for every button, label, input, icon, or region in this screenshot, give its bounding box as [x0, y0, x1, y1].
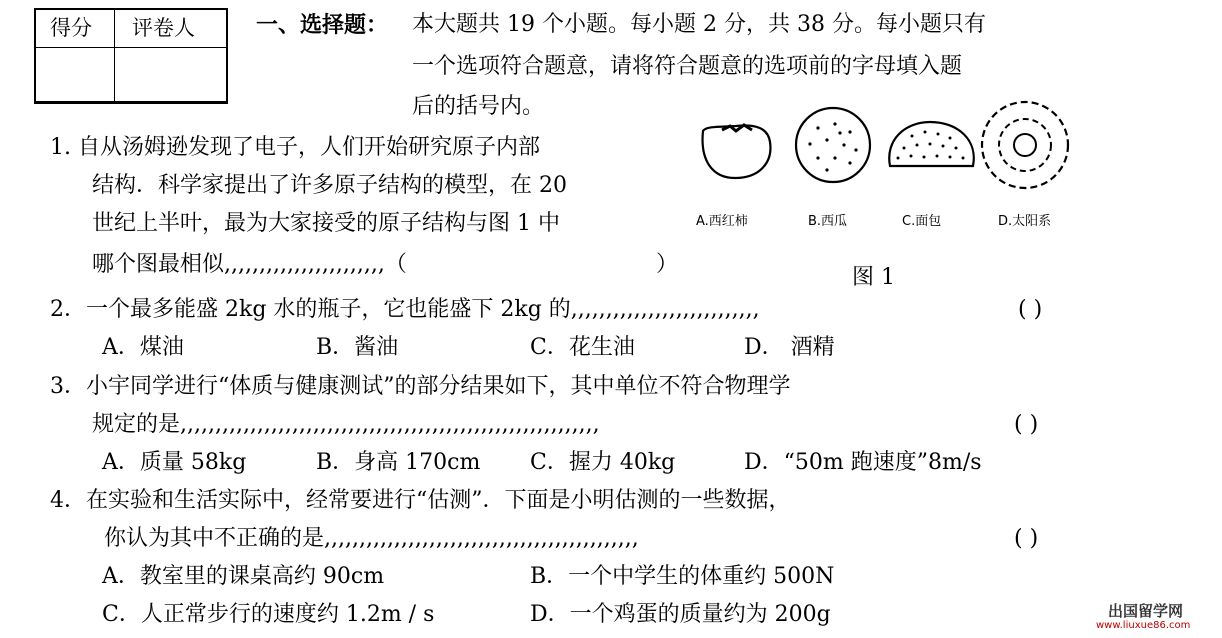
q3-option-b: B．身高 170cm	[316, 450, 481, 475]
figure-label-b: B.西瓜	[808, 214, 848, 229]
q4-option-d: D．一个鸡蛋的质量约为 200g	[530, 602, 831, 627]
q2-answer-parens: ( )	[1018, 297, 1043, 322]
figure-label-a: A.西红柿	[696, 214, 748, 229]
section-instruction-line2: 一个选项符合题意，请将符合题意的选项前的字母填入题	[412, 54, 963, 79]
q3-line1: 3．小宇同学进行“体质与健康测试”的部分结果如下，其中单位不符合物理学	[50, 374, 791, 399]
q3-option-a: A．质量 58kg	[102, 450, 247, 475]
q4-option-c: C．人正常步行的速度约 1.2m / s	[102, 602, 435, 627]
q3-option-d: D．“50m 跑速度”8m/s	[744, 450, 982, 475]
figure-label-d: D.太阳系	[998, 214, 1052, 229]
q3-line2: 规定的是,,,,,,,,,,,,,,,,,,,,,,,,,,,,,,,,,,,,,,,,,,,,,,,,,,,,,,,,,,,,	[92, 412, 600, 437]
q4-answer-parens: ( )	[1014, 526, 1039, 551]
watermark-url: www.liuxue86.com	[1096, 620, 1191, 631]
q1-close-paren: ）	[656, 252, 679, 277]
q3-option-c: C．握力 40kg	[530, 450, 676, 475]
watermelon-model-drawing	[796, 108, 870, 182]
q2-option-a: A．煤油	[102, 335, 184, 360]
q4-option-a: A．教室里的课桌高约 90cm	[102, 564, 385, 589]
table-divider-horizontal	[36, 47, 226, 48]
q1-line4: 哪个图最相似,,,,,,,,,,,,,,,,,,,,,,,（	[92, 252, 407, 277]
score-table	[34, 8, 228, 104]
table-divider-vertical	[114, 10, 115, 101]
q2-option-b: B．酱油	[316, 335, 399, 360]
figure-label-c: C.面包	[902, 214, 942, 229]
q2-option-c: C．花生油	[530, 335, 635, 360]
section-instruction-line1: 本大题共 19 个小题。每小题 2 分，共 38 分。每小题只有	[412, 12, 986, 37]
score-label: 得分	[50, 16, 92, 40]
bread-model-drawing	[889, 122, 974, 166]
q2-line1: 2．一个最多能盛 2kg 水的瓶子，它也能盛下 2kg 的,,,,,,,,,,,,,,,,,,,,,,,,,,,	[50, 297, 760, 322]
q2-option-d: D． 酒精	[744, 335, 835, 360]
q1-line1: 1. 自从汤姆逊发现了电子，人们开始研究原子内部	[50, 135, 540, 160]
q1-line2: 结构．科学家提出了许多原子结构的模型，在 20	[92, 173, 567, 198]
q4-line1: 4．在实验和生活实际中，经常要进行“估测”．下面是小明估测的一些数据，	[50, 488, 791, 513]
tomato-model-drawing	[703, 125, 771, 178]
section-instruction-line3: 后的括号内。	[412, 94, 545, 119]
q4-option-b: B．一个中学生的体重约 500N	[530, 564, 835, 589]
watermark-logo-text: 出国留学网	[1108, 602, 1184, 620]
solar-system-model-drawing	[982, 102, 1068, 188]
grader-label: 评卷人	[132, 16, 195, 40]
section-title: 一、选择题：	[256, 12, 389, 38]
q1-line3: 世纪上半叶，最为大家接受的原子结构与图 1 中	[92, 211, 560, 236]
q4-line2: 你认为其中不正确的是,,,,,,,,,,,,,,,,,,,,,,,,,,,,,,,,,,,,,,,,,,,,,	[104, 526, 639, 551]
figure-atom-models	[690, 100, 1090, 210]
q3-answer-parens: ( )	[1014, 412, 1039, 437]
figure-caption: 图 1	[852, 265, 895, 290]
